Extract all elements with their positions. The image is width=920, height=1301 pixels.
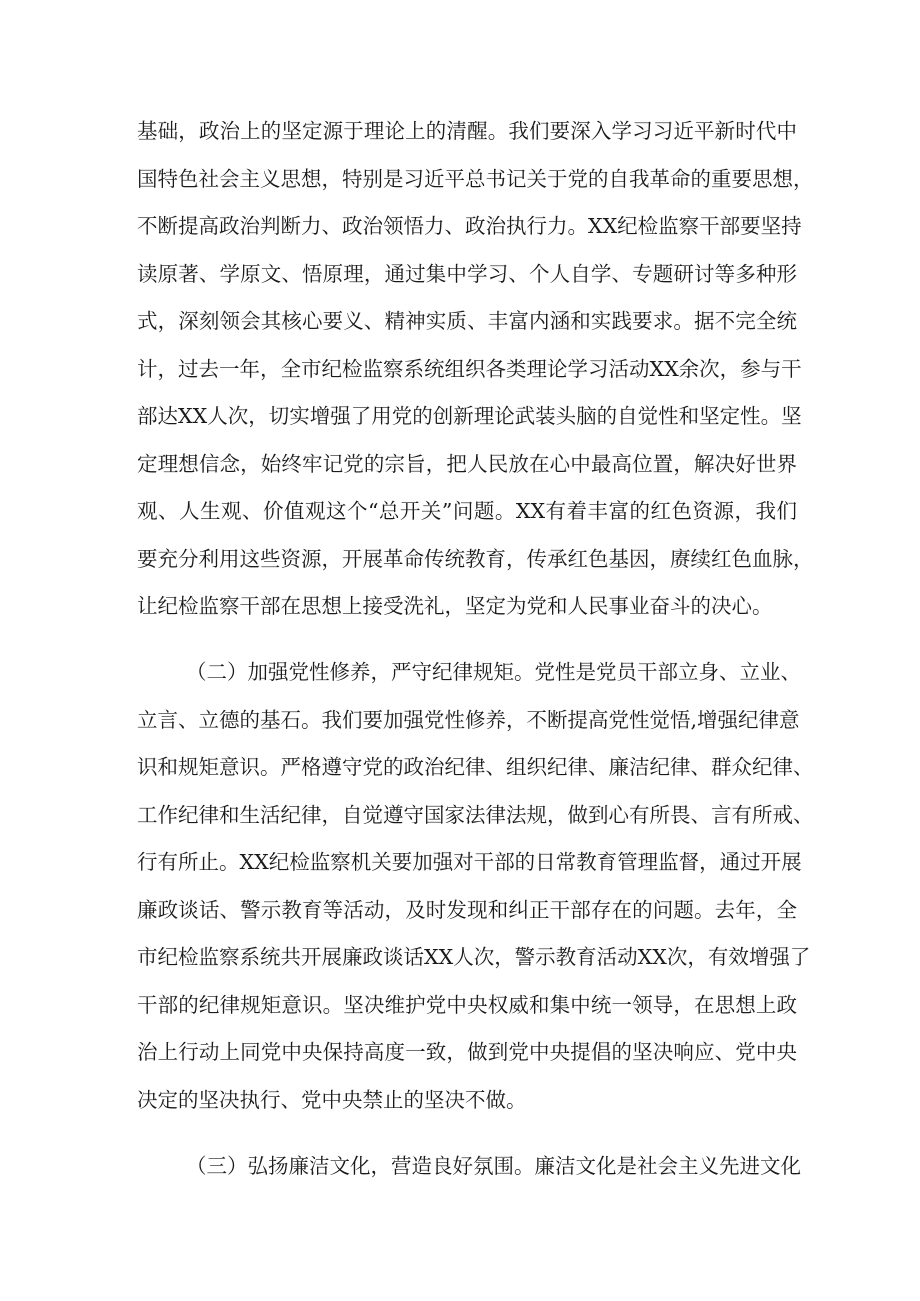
- text-line: 干部的纪律规矩意识。坚决维护党中央权威和集中统一领导，在思想上政: [137, 993, 797, 1017]
- text-line: 行有所止。XX纪检监察机关要加强对干部的日常教育管理监督，通过开展: [137, 850, 802, 874]
- text-line: 让纪检监察干部在思想上接受洗礼，坚定为党和人民事业奋斗的决心。: [137, 594, 773, 618]
- text-line: 部达XX人次，切实增强了用党的创新理论武装头脑的自觉性和坚定性。坚: [137, 404, 802, 428]
- text-line: 工作纪律和生活纪律，自觉遵守国家法律法规，做到心有所畏、言有所戒、: [137, 803, 814, 827]
- text-line: 式，深刻领会其核心要义、精神实质、丰富内涵和实践要求。据不完全统: [137, 309, 797, 333]
- text-line: 决定的坚决执行、党中央禁止的坚决不做。: [137, 1088, 527, 1112]
- text-line: 计，过去一年，全市纪检监察系统组织各类理论学习活动XX余次，参与干: [137, 357, 802, 381]
- text-line: 立言、立德的基石。我们要加强党性修养，不断提高党性觉悟,增强纪律意: [137, 708, 800, 732]
- text-line: 国特色社会主义思想，特别是习近平总书记关于党的自我革命的重要思想，: [137, 167, 814, 191]
- text-line: （三）弘扬廉洁文化，营造良好氛围。廉洁文化是社会主义先进文化: [186, 1154, 801, 1178]
- text-line: 读原著、学原文、悟原理，通过集中学习、个人自学、专题研讨等多种形: [137, 262, 797, 286]
- text-line: 不断提高政治判断力、政治领悟力、政治执行力。XX纪检监察干部要坚持: [137, 214, 802, 238]
- text-line: 观、人生观、价值观这个“总开关”问题。XX有着丰富的红色资源，我们: [137, 499, 797, 523]
- text-line: 治上行动上同党中央保持高度一致，做到党中央提倡的坚决响应、党中央: [137, 1040, 797, 1064]
- text-line: （二）加强党性修养，严守纪律规矩。党性是党员干部立身、立业、: [186, 660, 801, 684]
- text-line: 廉政谈话、警示教育等活动，及时发现和纠正干部存在的问题。去年，全: [137, 898, 797, 922]
- text-line: 识和规矩意识。严格遵守党的政治纪律、组织纪律、廉洁纪律、群众纪律、: [137, 755, 814, 779]
- text-line: 基础，政治上的坚定源于理论上的清醒。我们要深入学习习近平新时代中: [137, 119, 797, 143]
- text-line: 市纪检监察系统共开展廉政谈话XX人次，警示教育活动XX次，有效增强了: [137, 945, 811, 969]
- text-line: 要充分利用这些资源，开展革命传统教育，传承红色基因，赓续红色血脉，: [137, 547, 814, 571]
- text-line: 定理想信念，始终牢记党的宗旨，把人民放在心中最高位置，解决好世界: [137, 452, 797, 476]
